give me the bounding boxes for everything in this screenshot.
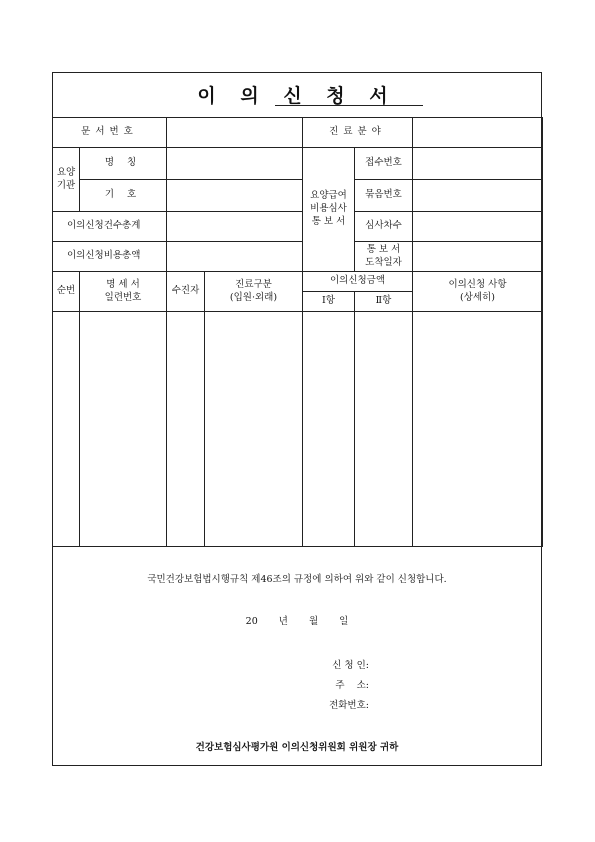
col-amount-i: Ⅰ항 [303, 292, 355, 312]
field-value[interactable] [413, 118, 543, 148]
review-count-value[interactable] [413, 212, 543, 242]
col-seq: 순번 [53, 272, 80, 312]
total-cost-label: 이의신청비용총액 [53, 242, 167, 272]
total-cost-value[interactable] [167, 242, 303, 272]
details-cell[interactable] [413, 312, 543, 547]
code-value[interactable] [167, 180, 303, 212]
group-no-value[interactable] [413, 180, 543, 212]
name-value[interactable] [167, 148, 303, 180]
col-amount: 이의신청금액 [303, 272, 413, 292]
group-no-label: 묶음번호 [355, 180, 413, 212]
title-underline [275, 105, 423, 106]
phone-label: 전화번호: [329, 700, 369, 711]
col-care-type: 진료구분 (입원·외래) [205, 272, 303, 312]
receipt-no-label: 접수번호 [355, 148, 413, 180]
total-cases-value[interactable] [167, 212, 303, 242]
receipt-no-value[interactable] [413, 148, 543, 180]
application-table [52, 117, 543, 547]
application-date: 20 년 월 일 [245, 616, 349, 627]
form-title: 이 의 신 청 서 [197, 85, 397, 107]
amount-i-cell[interactable] [303, 312, 355, 547]
total-cases-label: 이의신청건수총계 [53, 212, 167, 242]
arrival-date-label: 통 보 서 도착일자 [355, 242, 413, 272]
statement-serial-cell[interactable] [80, 312, 167, 547]
code-label: 기 호 [80, 180, 167, 212]
doc-number-value[interactable] [167, 118, 303, 148]
name-label: 명 칭 [80, 148, 167, 180]
col-patient: 수진자 [167, 272, 205, 312]
col-amount-ii: Ⅱ항 [355, 292, 413, 312]
arrival-date-value[interactable] [413, 242, 543, 272]
doc-number-label: 문서번호 [53, 118, 167, 148]
field-label: 진료분야 [303, 118, 413, 148]
review-count-label: 심사차수 [355, 212, 413, 242]
institution-label: 요양 기관 [53, 148, 80, 212]
amount-ii-cell[interactable] [355, 312, 413, 547]
applicant-label: 신 청 인: [332, 660, 369, 671]
notice-label: 요양급여 비용심사 통 보 서 [303, 148, 355, 272]
care-type-cell[interactable] [205, 312, 303, 547]
col-statement-serial: 명 세 서 일련번호 [80, 272, 167, 312]
seq-cell[interactable] [53, 312, 80, 547]
col-details: 이의신청 사항 (상세히) [413, 272, 543, 312]
form-frame [52, 72, 542, 766]
patient-cell[interactable] [167, 312, 205, 547]
declaration-text: 국민건강보험법시행규칙 제46조의 규정에 의하여 위와 같이 신청합니다. [147, 574, 447, 585]
addressee: 건강보험심사평가원 이의신청위원회 위원장 귀하 [195, 742, 399, 753]
address-label: 주 소: [335, 680, 369, 691]
